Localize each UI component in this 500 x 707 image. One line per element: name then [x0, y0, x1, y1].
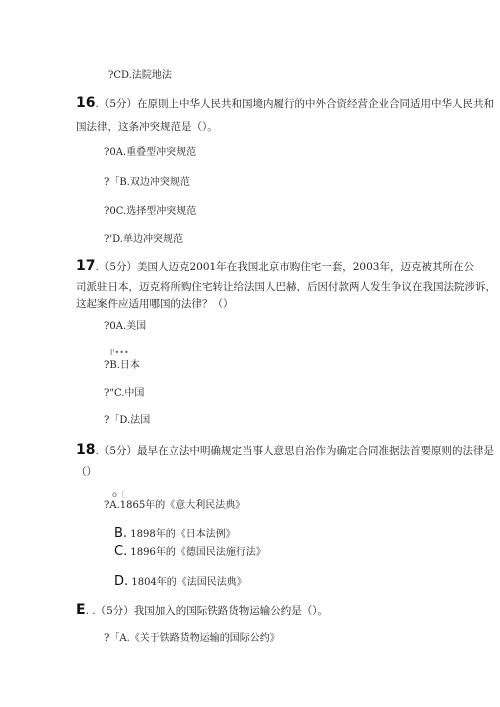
- option-letter: B.: [114, 526, 128, 541]
- option-text: 1896年的《德国民法施行法》: [130, 547, 266, 558]
- question-number: 17: [76, 258, 96, 274]
- scan-mark: Ⅰ'•••: [110, 348, 129, 357]
- option-b[interactable]: ?「B.双边冲突规范: [104, 177, 190, 188]
- option-text: 1898年的《日本法例》: [130, 529, 236, 540]
- question-text: 国法律，这条冲突规范是（）。: [76, 121, 218, 133]
- question-number: E: [76, 602, 86, 618]
- question-text: .（5分）在原則上中华人民共和国境内履行的中外合资经营企业合同适用中华人民共和: [95, 98, 495, 110]
- option-a[interactable]: ?0A.重叠型冲突规范: [104, 147, 197, 158]
- option-c[interactable]: ?"C.中国: [104, 388, 145, 399]
- option-a[interactable]: ?「A.《关于铁路货物运输的国际公约》: [104, 633, 280, 644]
- option-b[interactable]: [114, 527, 236, 542]
- question-number: 18: [76, 442, 96, 458]
- option-c[interactable]: [114, 545, 266, 560]
- option-a[interactable]: ?A.1865年的《意大利民法典》: [104, 500, 246, 511]
- option-cd: ?CD.法院地法: [108, 70, 172, 81]
- option-text: 1804年的《法国民法典》: [131, 577, 247, 588]
- question-text: . .（5分）我国加入的国际铁路货物运输公约是（）。: [85, 605, 329, 617]
- option-d[interactable]: ?'D.单边冲突规范: [104, 234, 183, 245]
- option-letter: D.: [114, 574, 129, 589]
- option-letter: C.: [114, 544, 128, 559]
- option-c[interactable]: ?0C.选择型冲突规范: [104, 206, 197, 217]
- question-text: （）: [76, 466, 97, 478]
- question-text: 司派驻日本，迈克将所购住宅转让给法国人巴赫，后因付款两人发生争议在我国法院涉诉，: [76, 281, 496, 293]
- option-a[interactable]: ?0A.美国: [104, 321, 147, 332]
- question-number: 16: [76, 95, 96, 111]
- question-text: .（5分）美国人迈克2001年在我国北京市购住宅一套，2003年，迈克被其所在公: [95, 261, 474, 273]
- option-d[interactable]: ?「D.法国: [104, 415, 151, 426]
- option-b[interactable]: ?B.日本: [104, 360, 140, 371]
- question-text: .（5分）最早在立法中明确规定当事人意思自治作为确定合同准据法首要原则的法律是: [95, 445, 495, 457]
- scan-mark: o〔: [112, 490, 125, 499]
- question-text: 这起案件应适用哪国的法律？（）: [76, 298, 234, 310]
- option-d[interactable]: [114, 575, 247, 590]
